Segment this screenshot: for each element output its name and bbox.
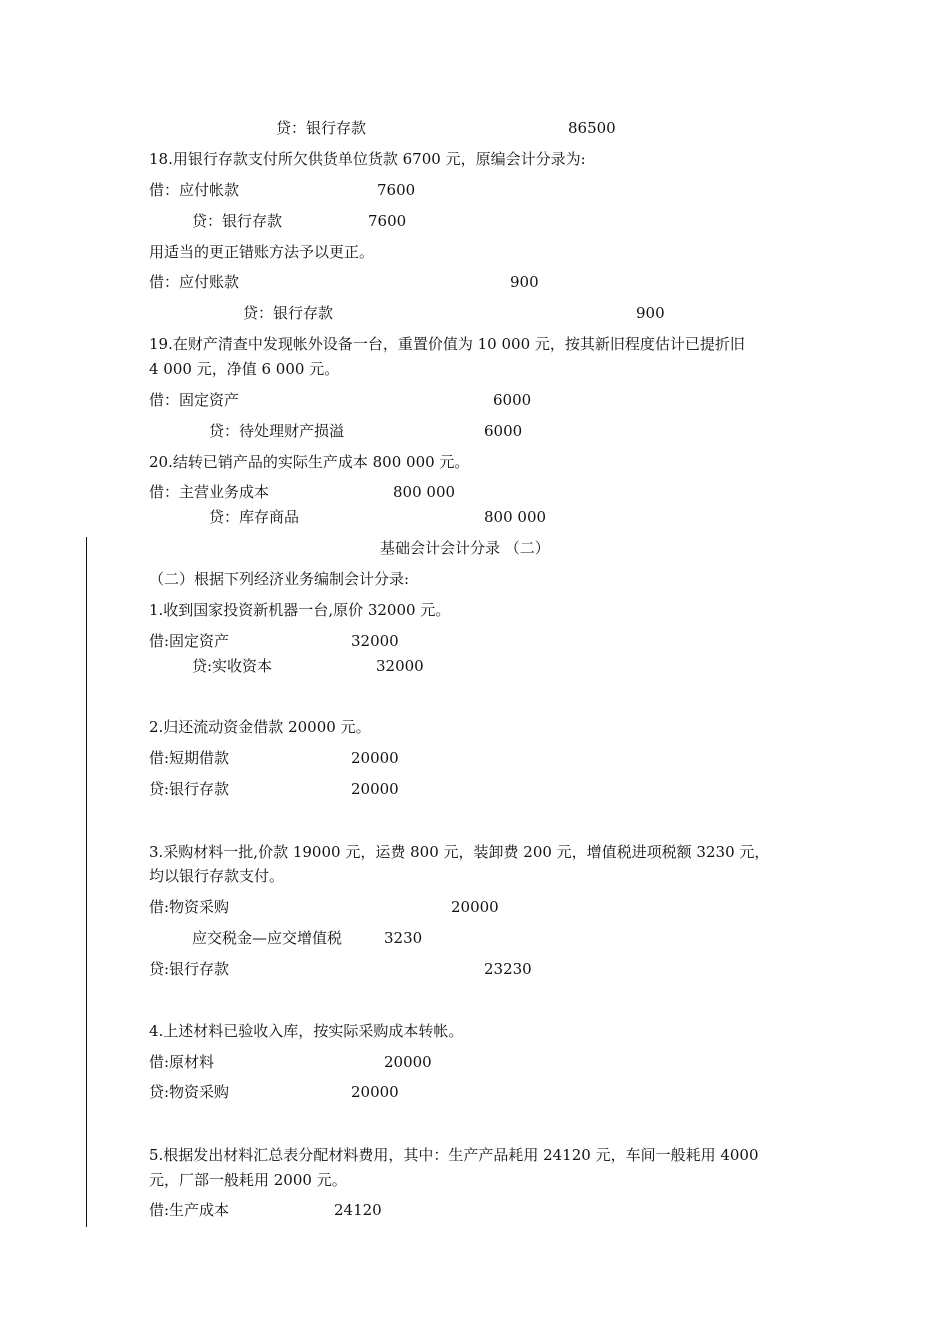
question-text: 元，厂部一般耗用 2000 元。 <box>149 1171 347 1189</box>
entry-label: 贷:银行存款 <box>149 780 230 798</box>
question-text: 2.归还流动资金借款 20000 元。 <box>149 718 371 736</box>
section-title: 基础会计会计分录 （二） <box>380 539 550 557</box>
entry-label: 贷:物资采购 <box>149 1083 230 1101</box>
entry-amount: 6000 <box>484 422 523 440</box>
entry-amount: 20000 <box>451 898 499 916</box>
entry-amount: 800 000 <box>484 508 547 526</box>
entry-label: 贷：银行存款 <box>192 212 283 230</box>
section-heading: （二）根据下列经济业务编制会计分录: <box>149 570 410 588</box>
entry-amount: 32000 <box>376 657 424 675</box>
margin-rule <box>86 537 87 1227</box>
entry-label: 贷:银行存款 <box>149 960 230 978</box>
question-text: 5.根据发出材料汇总表分配材料费用，其中：生产产品耗用 24120 元，车间一般耗用 4000 <box>149 1146 759 1164</box>
entry-label: 借：应付帐款 <box>149 181 240 199</box>
entry-label: 借:原材料 <box>149 1053 215 1071</box>
entry-amount: 6000 <box>493 391 532 409</box>
entry-amount: 20000 <box>351 1083 399 1101</box>
question-text: 用适当的更正错账方法予以更正。 <box>149 243 375 261</box>
entry-label: 贷：银行存款 <box>243 304 334 322</box>
entry-label: 借：固定资产 <box>149 391 240 409</box>
entry-label: 借:生产成本 <box>149 1201 230 1219</box>
entry-amount: 800 000 <box>393 483 456 501</box>
entry-label: 借:物资采购 <box>149 898 230 916</box>
question-text: 3.采购材料一批,价款 19000 元，运费 800 元，装卸费 200 元，增值税进项税额 3230 元， <box>149 843 770 861</box>
entry-label: 借:短期借款 <box>149 749 230 767</box>
entry-amount: 24120 <box>334 1201 382 1219</box>
question-text: 18.用银行存款支付所欠供货单位货款 6700 元，原编会计分录为: <box>149 150 586 168</box>
question-text: 20.结转已销产品的实际生产成本 800 000 元。 <box>149 453 470 471</box>
entry-amount: 86500 <box>568 119 616 137</box>
entry-amount: 20000 <box>384 1053 432 1071</box>
question-text: 19.在财产清查中发现帐外设备一台，重置价值为 10 000 元，按其新旧程度估计已提折旧 <box>149 335 745 353</box>
entry-amount: 3230 <box>384 929 423 947</box>
question-text: 1.收到国家投资新机器一台,原价 32000 元。 <box>149 601 451 619</box>
entry-amount: 7600 <box>377 181 416 199</box>
entry-amount: 32000 <box>351 632 399 650</box>
entry-amount: 7600 <box>368 212 407 230</box>
entry-label: 借:固定资产 <box>149 632 230 650</box>
question-text: 均以银行存款支付。 <box>149 867 285 885</box>
entry-amount: 900 <box>510 273 539 291</box>
entry-amount: 900 <box>636 304 665 322</box>
entry-label: 应交税金—应交增值税 <box>192 929 343 947</box>
entry-label: 借：应付账款 <box>149 273 240 291</box>
entry-amount: 23230 <box>484 960 532 978</box>
entry-label: 贷:实收资本 <box>192 657 273 675</box>
entry-amount: 20000 <box>351 780 399 798</box>
entry-label: 借：主营业务成本 <box>149 483 270 501</box>
entry-label: 贷：待处理财产损溢 <box>209 422 345 440</box>
entry-amount: 20000 <box>351 749 399 767</box>
question-text: 4.上述材料已验收入库，按实际采购成本转帐。 <box>149 1022 464 1040</box>
question-text: 4 000 元，净值 6 000 元。 <box>149 360 340 378</box>
entry-label: 贷：银行存款 <box>276 119 367 137</box>
entry-label: 贷：库存商品 <box>209 508 300 526</box>
